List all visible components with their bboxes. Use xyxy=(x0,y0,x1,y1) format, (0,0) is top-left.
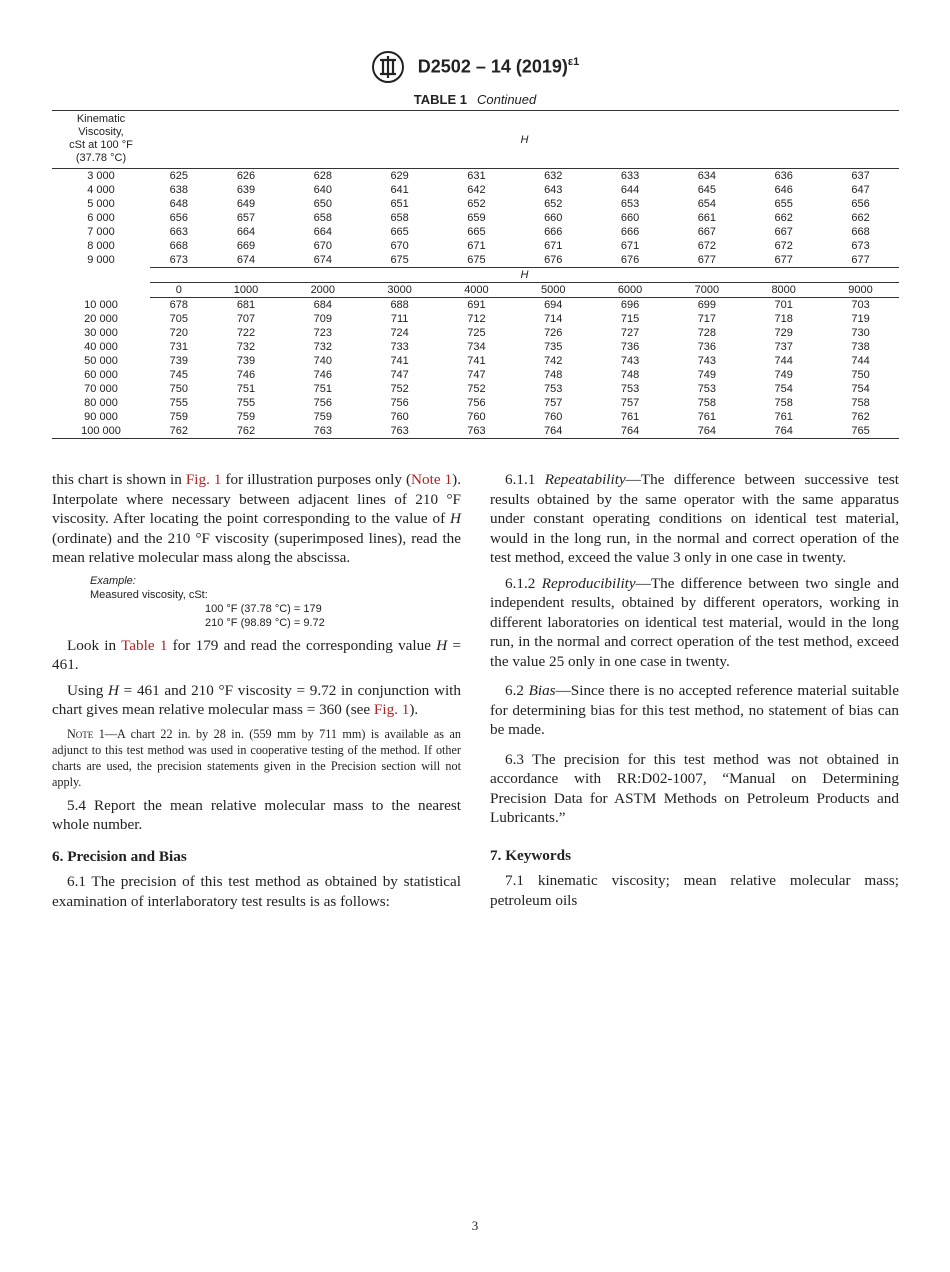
table-cell: 675 xyxy=(467,254,486,266)
table-cell: 676 xyxy=(544,254,563,266)
table-cell: 711 xyxy=(390,313,409,325)
table-title xyxy=(0,92,950,107)
table-cell: 672 xyxy=(774,240,793,252)
table-cell: 626 xyxy=(236,170,256,182)
table-cell: 764 xyxy=(745,424,822,439)
table-cell: 688 xyxy=(390,299,409,311)
h-columns-row xyxy=(52,283,899,298)
table-row xyxy=(52,354,899,368)
text: —The difference between two single and independent results, obtained by different operators, working in different laboratories on identical test material, would in the long run, in the normal and correct operation of the test method, exceed the value 25 only in one case in twenty. xyxy=(490,574,899,670)
table-cell: 652 xyxy=(467,198,486,210)
column-header-viscosity xyxy=(52,111,150,169)
row-label: 70 000 xyxy=(84,383,118,395)
term-bias: Bias xyxy=(528,682,556,699)
table-cell: 756 xyxy=(313,397,332,409)
table-cell: 744 xyxy=(851,355,870,367)
section-heading-precision: 6. Precision and Bias xyxy=(52,847,187,865)
table-cell: 674 xyxy=(236,254,256,266)
row-label: 9 000 xyxy=(87,254,115,267)
table-cell: 747 xyxy=(390,369,409,381)
table-cell: 670 xyxy=(313,240,332,252)
table-row xyxy=(52,225,899,239)
table-cell: 733 xyxy=(390,341,409,353)
text: 6.1.1 xyxy=(505,471,545,488)
table1-link[interactable]: Table 1 xyxy=(121,636,168,654)
table-cell: 753 xyxy=(697,383,717,395)
table-row xyxy=(52,239,899,253)
table-cell: 658 xyxy=(313,212,332,224)
table-cell: 672 xyxy=(697,240,717,252)
h-column-header: 8000 xyxy=(745,283,822,298)
table-cell: 756 xyxy=(467,397,486,409)
table-cell: 631 xyxy=(467,170,486,182)
table-cell: 743 xyxy=(697,355,717,367)
example-line: 100 °F (37.78 °C) = 179 xyxy=(205,602,322,615)
empty-cell xyxy=(52,283,150,298)
table-cell: 703 xyxy=(851,299,870,311)
table-cell: 660 xyxy=(544,212,563,224)
table-cell: 664 xyxy=(236,226,256,238)
row-label: 30 000 xyxy=(84,327,118,339)
table-cell: 644 xyxy=(620,184,640,196)
table-cell: 736 xyxy=(620,341,640,353)
table-cell: 760 xyxy=(390,411,409,423)
table-cell: 756 xyxy=(390,397,409,409)
table-cell: 649 xyxy=(236,198,256,210)
table-cell: 759 xyxy=(236,411,256,423)
table-cell: 751 xyxy=(236,383,256,395)
h-symbol: H xyxy=(108,681,119,699)
table-cell: 656 xyxy=(851,198,870,210)
text: 6.2 xyxy=(505,682,529,699)
table-cell: 753 xyxy=(544,383,563,395)
table-cell: 762 xyxy=(150,424,208,439)
table-cell: 669 xyxy=(236,240,256,252)
table-cell: 763 xyxy=(438,424,515,439)
table-cell: 694 xyxy=(544,299,563,311)
table-cell: 652 xyxy=(544,198,563,210)
row-label: 4 000 xyxy=(87,184,115,196)
table-row xyxy=(52,340,899,354)
example-line: 210 °F (98.89 °C) = 9.72 xyxy=(205,616,325,629)
table-cell: 746 xyxy=(236,369,256,381)
table-cell: 650 xyxy=(313,198,332,210)
table-cell: 665 xyxy=(390,226,409,238)
note-text: 1—A chart 22 in. by 28 in. (559 mm by 711 mm) is available as an adjunct to this test method was used in cooperative testing of the method. If other charts are used, the precision statements given in the Precision section will not apply. xyxy=(52,726,461,789)
table-cell: 739 xyxy=(236,355,256,367)
term-repeatability: Repeatability xyxy=(544,471,626,488)
table-cell: 707 xyxy=(236,313,256,325)
table-cell: 668 xyxy=(851,226,870,238)
empty-cell xyxy=(52,268,150,283)
table-cell: 752 xyxy=(390,383,409,395)
paragraph-5-4: 5.4 Report the mean relative molecular mass to the nearest whole number. xyxy=(52,796,461,833)
col-header-line: Viscosity, xyxy=(78,126,124,138)
table-cell: 645 xyxy=(697,184,717,196)
table-row xyxy=(52,326,899,340)
document-header xyxy=(0,50,950,84)
table-cell: 755 xyxy=(236,397,256,409)
table-cell: 734 xyxy=(467,341,486,353)
table-cell: 719 xyxy=(851,313,870,325)
table-cell: 741 xyxy=(390,355,409,367)
table-cell: 762 xyxy=(208,424,285,439)
table-cell: 659 xyxy=(467,212,486,224)
text: —The difference between successive test results obtained by the same operator with the same apparatus under constant operating conditions on identical test material, would in the long run, in the normal and correct operation of the test method, exceed the value 3 only in one case in twenty. xyxy=(490,471,900,566)
table-cell: 709 xyxy=(313,313,332,325)
paragraph-6-3: 6.3 The precision for this test method was not obtained in accordance with RR:D02-1007, “Manual on Determining Precision Data for ASTM Methods on Petroleum Products and Lubricants.” xyxy=(490,750,899,826)
table-header-row xyxy=(52,111,899,169)
example-block xyxy=(90,574,461,630)
table-cell: 732 xyxy=(236,341,256,353)
note-1 xyxy=(52,726,461,790)
table-cell: 699 xyxy=(697,299,717,311)
table-cell: 625 xyxy=(169,170,188,182)
col-header-line: Kinematic xyxy=(76,113,126,125)
text: ). Interpolate where necessary between adjacent lines of 210 °F viscosity. After locating the point corresponding to the value of xyxy=(52,471,461,527)
table-cell: 677 xyxy=(697,254,717,266)
table-cell: 722 xyxy=(236,327,256,339)
table-cell: 744 xyxy=(774,355,793,367)
paragraph-chart-usage xyxy=(52,470,461,568)
table-cell: 643 xyxy=(544,184,563,196)
table-row xyxy=(52,169,899,184)
h-header: H xyxy=(150,111,899,169)
row-label: 90 000 xyxy=(84,411,118,423)
table-cell: 640 xyxy=(313,184,332,196)
h-column-header: 7000 xyxy=(668,283,745,298)
table-cell: 667 xyxy=(697,226,717,238)
table-cell: 736 xyxy=(697,341,717,353)
example-heading: Measured viscosity, cSt: xyxy=(90,588,208,601)
paragraph-6-1-2 xyxy=(490,574,899,672)
table-cell: 727 xyxy=(620,327,640,339)
table-cell: 712 xyxy=(467,313,486,325)
right-column xyxy=(490,470,899,916)
table-cell: 636 xyxy=(774,170,793,182)
table-cell: 648 xyxy=(169,198,188,210)
text: (ordinate) and the 210 °F viscosity (superimposed lines), read the mean relative molecular mass along the abscissa. xyxy=(52,529,461,566)
table-cell: 739 xyxy=(169,355,188,367)
table-row xyxy=(52,368,899,382)
table-cell: 684 xyxy=(313,299,332,311)
table-row xyxy=(52,197,899,211)
table-cell: 753 xyxy=(620,383,640,395)
table-cell: 757 xyxy=(544,397,563,409)
note1-link[interactable]: Note 1 xyxy=(411,471,453,488)
table-cell: 758 xyxy=(774,397,793,409)
table-cell: 758 xyxy=(697,397,717,409)
table-cell: 729 xyxy=(774,327,793,339)
table-cell: 656 xyxy=(169,212,188,224)
table-cell: 628 xyxy=(313,170,332,182)
table-cell: 762 xyxy=(851,411,870,423)
text: for 179 and read the corresponding value xyxy=(167,636,437,654)
table-row xyxy=(52,298,899,313)
astm-logo-icon xyxy=(371,50,405,84)
table-cell: 748 xyxy=(620,369,640,381)
table-cell: 745 xyxy=(169,369,188,381)
table-cell: 675 xyxy=(390,254,409,266)
table-cell: 718 xyxy=(774,313,793,325)
table-cell: 749 xyxy=(774,369,793,381)
text: Look in xyxy=(67,636,122,654)
table-cell: 655 xyxy=(774,198,793,210)
viscosity-table-body xyxy=(52,111,899,439)
col-header-line: (37.78 °C) xyxy=(75,152,127,164)
table-cell: 638 xyxy=(169,184,188,196)
table-cell: 653 xyxy=(620,198,640,210)
paragraph-6-1: 6.1 The precision of this test method as obtained by statistical examination of interlaboratory test results is as follows: xyxy=(52,873,461,910)
table-cell: 752 xyxy=(467,383,486,395)
viscosity-table xyxy=(52,110,899,439)
text: = 461 and 210 °F viscosity = 9.72 in conjunction with chart gives mean relative molecular mass = 360 (see xyxy=(52,681,461,718)
table-cell: 671 xyxy=(544,240,563,252)
table-cell: 696 xyxy=(620,299,640,311)
table-cell: 730 xyxy=(851,327,870,339)
row-label: 8 000 xyxy=(87,240,115,252)
table-cell: 746 xyxy=(313,369,332,381)
fig1-link[interactable]: Fig. 1 xyxy=(373,701,410,718)
paragraph-using xyxy=(52,681,461,720)
table-cell: 671 xyxy=(467,240,486,252)
row-label: 100 000 xyxy=(52,424,150,439)
table-row xyxy=(52,410,899,424)
table-cell: 760 xyxy=(544,411,563,423)
epsilon-superscript: ε1 xyxy=(567,55,580,68)
h-subheader: H xyxy=(150,268,899,283)
table-cell: 662 xyxy=(851,212,870,224)
table-cell: 732 xyxy=(313,341,332,353)
col-header-line: cSt at 100 °F xyxy=(69,139,133,151)
table-cell: 764 xyxy=(592,424,669,439)
example-label: Example: xyxy=(90,574,136,587)
h-column-header: 6000 xyxy=(592,283,669,298)
page-number: 3 xyxy=(471,1218,479,1233)
row-label: 10 000 xyxy=(84,298,118,311)
table-cell: 764 xyxy=(515,424,592,439)
table-cell: 760 xyxy=(467,411,486,423)
table-cell: 642 xyxy=(467,184,486,196)
table-cell: 725 xyxy=(467,327,486,339)
table-cell: 647 xyxy=(851,184,870,196)
table-cell: 741 xyxy=(467,355,486,367)
table-cell: 678 xyxy=(169,299,188,311)
table-cell: 691 xyxy=(467,299,486,311)
table-cell: 673 xyxy=(851,240,870,252)
table-cell: 666 xyxy=(620,226,640,238)
table-cell: 747 xyxy=(467,369,486,381)
table-cell: 715 xyxy=(620,313,640,325)
table-row xyxy=(52,253,899,268)
table-cell: 641 xyxy=(390,184,409,196)
h-column-header: 5000 xyxy=(515,283,592,298)
standard-designation: D2502 – 14 (2019) xyxy=(417,56,568,77)
table-cell: 749 xyxy=(697,369,717,381)
table-cell: 633 xyxy=(620,170,640,182)
text: this chart is shown in xyxy=(52,471,186,488)
term-reproducibility: Reproducibility xyxy=(541,574,636,592)
left-column xyxy=(52,470,461,917)
table-cell: 654 xyxy=(697,198,717,210)
table-cell: 677 xyxy=(774,254,793,266)
table-cell: 754 xyxy=(851,383,870,395)
text: Using xyxy=(67,681,108,699)
row-label: 7 000 xyxy=(87,226,115,238)
table-cell: 726 xyxy=(544,327,563,339)
table-continued: Continued xyxy=(476,92,537,107)
section-heading-keywords: 7. Keywords xyxy=(490,846,571,864)
row-label: 6 000 xyxy=(87,212,115,224)
table-cell: 758 xyxy=(851,397,870,409)
h-column-header: 0 xyxy=(150,283,208,298)
table-cell: 629 xyxy=(390,170,409,182)
table-cell: 757 xyxy=(620,397,640,409)
row-label: 40 000 xyxy=(84,341,118,353)
table-cell: 705 xyxy=(169,313,188,325)
paragraph-6-1-1 xyxy=(490,470,899,568)
paragraph-7-1: 7.1 kinematic viscosity; mean relative molecular mass; petroleum oils xyxy=(490,872,899,909)
table-cell: 759 xyxy=(169,411,188,423)
h-column-header: 3000 xyxy=(361,283,438,298)
table-cell: 666 xyxy=(544,226,563,238)
table-cell: 761 xyxy=(774,411,793,423)
table-row xyxy=(52,382,899,396)
row-label: 50 000 xyxy=(84,355,118,367)
text: = 461. xyxy=(52,636,461,673)
table-cell: 750 xyxy=(851,369,870,381)
table-cell: 737 xyxy=(774,341,793,353)
table-cell: 632 xyxy=(544,170,563,182)
table-cell: 735 xyxy=(544,341,563,353)
note-label: Note xyxy=(67,726,94,741)
table-cell: 667 xyxy=(774,226,793,238)
table-cell: 759 xyxy=(313,411,332,423)
table-cell: 761 xyxy=(697,411,717,423)
text: 6.1.2 xyxy=(505,574,542,592)
paragraph-lookup xyxy=(52,636,461,675)
table-cell: 748 xyxy=(544,369,563,381)
h-symbol: H xyxy=(436,636,448,654)
table-cell: 743 xyxy=(620,355,640,367)
table-cell: 763 xyxy=(361,424,438,439)
text: ). xyxy=(409,701,419,718)
table-cell: 724 xyxy=(390,327,409,339)
table-cell: 639 xyxy=(236,184,256,196)
table-cell: 728 xyxy=(697,327,717,339)
table-cell: 637 xyxy=(851,170,870,182)
table-cell: 738 xyxy=(851,341,870,353)
table-cell: 750 xyxy=(169,383,188,395)
table-cell: 658 xyxy=(390,212,409,224)
table-cell: 761 xyxy=(620,411,640,423)
table-cell: 674 xyxy=(313,254,332,266)
row-label: 60 000 xyxy=(84,369,118,381)
table-cell: 634 xyxy=(697,170,717,182)
table-cell: 763 xyxy=(284,424,361,439)
table-cell: 765 xyxy=(822,424,899,439)
table-cell: 731 xyxy=(169,341,188,353)
table-cell: 662 xyxy=(774,212,793,224)
table-cell: 742 xyxy=(544,355,563,367)
table-cell: 764 xyxy=(668,424,745,439)
h-column-header: 9000 xyxy=(822,283,899,298)
table-cell: 701 xyxy=(774,299,793,311)
table-cell: 751 xyxy=(313,383,332,395)
table-row xyxy=(52,312,899,326)
table-row xyxy=(52,396,899,410)
text: for illustration purposes only ( xyxy=(221,471,412,488)
table-cell: 670 xyxy=(390,240,409,252)
table-cell: 651 xyxy=(390,198,409,210)
fig1-link[interactable]: Fig. 1 xyxy=(185,471,222,488)
table-cell: 673 xyxy=(169,254,188,266)
table-cell: 676 xyxy=(620,254,640,266)
table-cell: 661 xyxy=(697,212,717,224)
h-column-header: 2000 xyxy=(284,283,361,298)
table-row xyxy=(52,211,899,225)
table-cell: 671 xyxy=(620,240,640,252)
table-cell: 660 xyxy=(620,212,640,224)
table-cell: 723 xyxy=(313,327,332,339)
h-column-header: 4000 xyxy=(438,283,515,298)
table-cell: 677 xyxy=(851,254,870,266)
row-label: 80 000 xyxy=(84,397,118,409)
table-number: TABLE 1 xyxy=(413,92,467,107)
h-symbol: H xyxy=(450,510,461,527)
row-label: 20 000 xyxy=(84,313,118,325)
table-cell: 754 xyxy=(774,383,793,395)
table-row xyxy=(52,183,899,197)
paragraph-6-2 xyxy=(490,681,899,740)
table-cell: 646 xyxy=(774,184,793,196)
h-column-header: 1000 xyxy=(208,283,285,298)
table-cell: 740 xyxy=(313,355,332,367)
table-cell: 717 xyxy=(697,313,717,325)
table-cell: 668 xyxy=(169,240,188,252)
row-label: 3 000 xyxy=(87,170,115,182)
table-cell: 681 xyxy=(236,299,256,311)
table-cell: 720 xyxy=(169,327,188,339)
table-cell: 665 xyxy=(467,226,486,238)
table-row xyxy=(52,424,899,439)
table-cell: 714 xyxy=(544,313,563,325)
table-cell: 657 xyxy=(236,212,256,224)
table-cell: 664 xyxy=(313,226,332,238)
table-cell: 755 xyxy=(169,397,188,409)
h-subheader-row xyxy=(52,268,899,283)
table-cell: 663 xyxy=(169,226,188,238)
row-label: 5 000 xyxy=(87,198,115,210)
text: —Since there is no accepted reference material suitable for determining bias for this test method, no statement of bias can be made. xyxy=(490,682,899,738)
